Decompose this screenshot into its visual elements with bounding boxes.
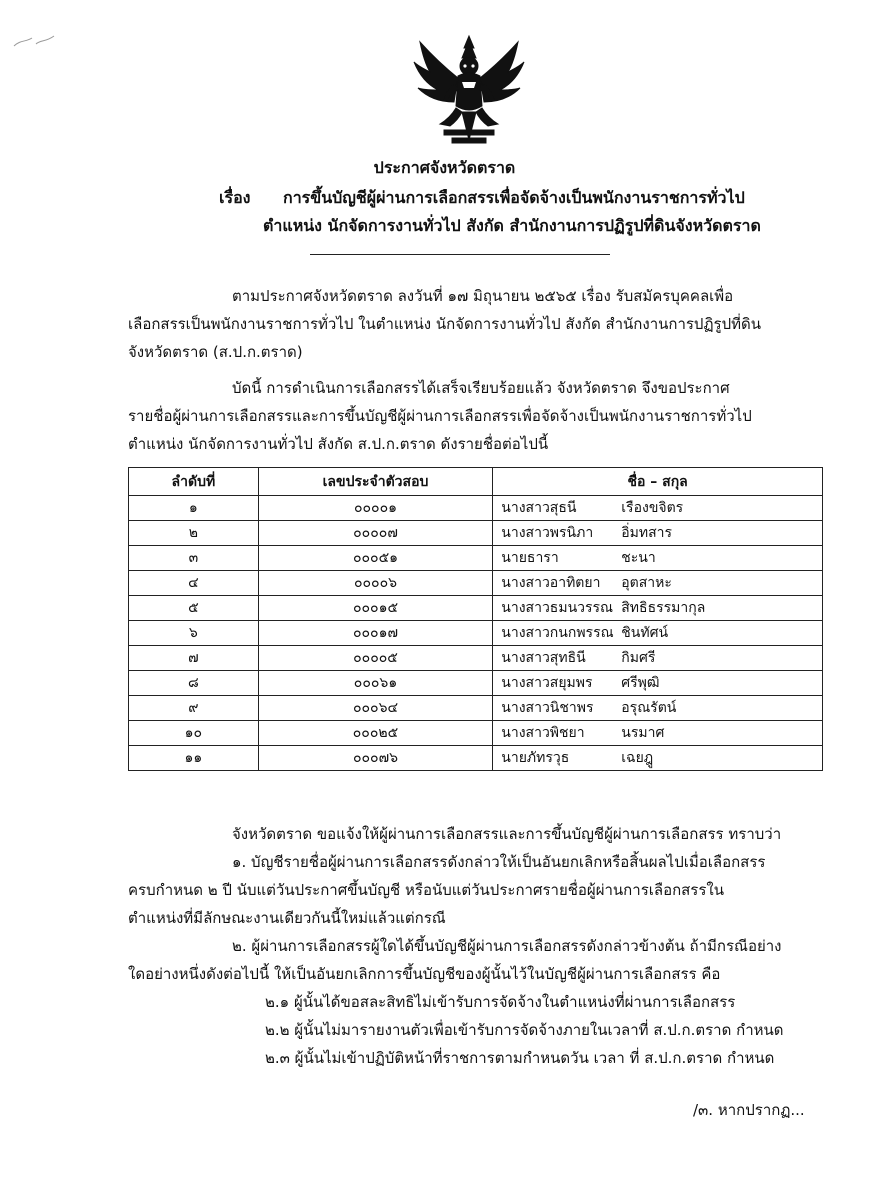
row-first-name: นางสาวนิชาพร bbox=[501, 700, 594, 716]
row-full-name bbox=[493, 721, 823, 746]
row-first-name: นายภัทรวุธ bbox=[501, 750, 570, 766]
row-full-name bbox=[493, 571, 823, 596]
table-row bbox=[129, 496, 823, 521]
paragraph-1-line-2: เลือกสรรเป็นพนักงานราชการทั่วไป ในตำแหน่ง นักจัดการงานทั่วไป สังกัด สำนักงานการปฏิรูปที่ดิน bbox=[128, 315, 761, 333]
table-row bbox=[129, 596, 823, 621]
row-full-name bbox=[493, 746, 823, 771]
subject-line-2: ตำแหน่ง นักจัดการงานทั่วไป สังกัด สำนักงานการปฏิรูปที่ดินจังหวัดตราด bbox=[263, 216, 761, 235]
selected-candidates-table bbox=[128, 467, 823, 771]
table-row bbox=[129, 571, 823, 596]
row-exam-id: ๐๐๐๒๕ bbox=[258, 721, 493, 746]
table-row bbox=[129, 671, 823, 696]
row-first-name: นางสาวพิชยา bbox=[501, 725, 585, 741]
row-order-number: ๗ bbox=[129, 646, 259, 671]
row-last-name: ชะนา bbox=[621, 550, 656, 566]
row-exam-id: ๐๐๐๐๗ bbox=[258, 521, 493, 546]
row-exam-id: ๐๐๐๗๖ bbox=[258, 746, 493, 771]
row-first-name: นางสาวสุทธินี bbox=[501, 650, 586, 666]
row-last-name: ศรีพุฒิ bbox=[621, 675, 660, 691]
column-header-exam-id: เลขประจำตัวสอบ bbox=[258, 468, 493, 496]
table-row bbox=[129, 746, 823, 771]
paragraph-2-line-3: ตำแหน่ง นักจัดการงานทั่วไป สังกัด ส.ป.ก.ตราด ดังรายชื่อต่อไปนี้ bbox=[128, 435, 549, 453]
table-row bbox=[129, 546, 823, 571]
paragraph-1-line-3: จังหวัดตราด (ส.ป.ก.ตราด) bbox=[128, 343, 303, 361]
row-exam-id: ๐๐๐๐๖ bbox=[258, 571, 493, 596]
row-last-name: กิมศรี bbox=[621, 650, 656, 666]
row-order-number: ๓ bbox=[129, 546, 259, 571]
paragraph-3: จังหวัดตราด ขอแจ้งให้ผู้ผ่านการเลือกสรรและการขึ้นบัญชีผู้ผ่านการเลือกสรร ทราบว่า bbox=[232, 825, 782, 843]
column-header-name: ชื่อ – สกุล bbox=[493, 468, 823, 496]
subject-label: เรื่อง bbox=[219, 188, 251, 207]
row-last-name: นรมาศ bbox=[621, 725, 665, 741]
row-last-name: อิ่มทสาร bbox=[621, 525, 673, 541]
garuda-emblem-icon bbox=[410, 32, 528, 148]
paragraph-1-line-1: ตามประกาศจังหวัดตราด ลงวันที่ ๑๗ มิถุนายน ๒๕๖๕ เรื่อง รับสมัครบุคคลเพื่อ bbox=[232, 287, 734, 305]
table-row bbox=[129, 721, 823, 746]
row-full-name bbox=[493, 696, 823, 721]
row-first-name: นางสาวอาทิตยา bbox=[501, 575, 601, 591]
row-order-number: ๔ bbox=[129, 571, 259, 596]
row-last-name: เรืองขจิตร bbox=[621, 500, 684, 516]
continuation-note: /๓. หากปรากฏ... bbox=[693, 1101, 805, 1119]
announcement-title: ประกาศจังหวัดตราด bbox=[373, 158, 516, 177]
row-last-name: สิทธิธรรมากุล bbox=[621, 600, 706, 616]
row-exam-id: ๐๐๐๖๔ bbox=[258, 696, 493, 721]
subitem-2-1: ๒.๑ ผู้นั้นได้ขอสละสิทธิไม่เข้ารับการจัดจ้างในตำแหน่งที่ผ่านการเลือกสรร bbox=[265, 993, 736, 1011]
row-order-number: ๑๐ bbox=[129, 721, 259, 746]
row-full-name bbox=[493, 496, 823, 521]
row-full-name bbox=[493, 596, 823, 621]
row-last-name: อรุณรัตน์ bbox=[621, 700, 677, 716]
row-full-name bbox=[493, 621, 823, 646]
row-exam-id: ๐๐๐๑๗ bbox=[258, 621, 493, 646]
row-last-name: ชินทัศน์ bbox=[621, 625, 669, 641]
title-divider bbox=[310, 254, 610, 255]
row-exam-id: ๐๐๐๑๕ bbox=[258, 596, 493, 621]
row-first-name: นางสาวกนกพรรณ bbox=[501, 625, 614, 641]
row-exam-id: ๐๐๐๐๕ bbox=[258, 646, 493, 671]
row-exam-id: ๐๐๐๐๑ bbox=[258, 496, 493, 521]
row-full-name bbox=[493, 546, 823, 571]
row-order-number: ๑๑ bbox=[129, 746, 259, 771]
row-order-number: ๖ bbox=[129, 621, 259, 646]
row-exam-id: ๐๐๐๕๑ bbox=[258, 546, 493, 571]
row-last-name: อุตสาหะ bbox=[621, 575, 672, 591]
table-row bbox=[129, 621, 823, 646]
row-last-name: เฉยฎู bbox=[621, 750, 654, 766]
table-row bbox=[129, 696, 823, 721]
row-order-number: ๒ bbox=[129, 521, 259, 546]
subitem-2-3: ๒.๓ ผู้นั้นไม่เข้าปฏิบัติหน้าที่ราชการตามกำหนดวัน เวลา ที่ ส.ป.ก.ตราด กำหนด bbox=[265, 1049, 775, 1067]
row-first-name: นางสาวสยุมพร bbox=[501, 675, 593, 691]
row-order-number: ๕ bbox=[129, 596, 259, 621]
subject-line-1: การขึ้นบัญชีผู้ผ่านการเลือกสรรเพื่อจัดจ้างเป็นพนักงานราชการทั่วไป bbox=[283, 188, 745, 207]
row-full-name bbox=[493, 521, 823, 546]
item-1-line-1: ๑. บัญชีรายชื่อผู้ผ่านการเลือกสรรดังกล่าวให้เป็นอันยกเลิกหรือสิ้นผลไปเมื่อเลือกสรร bbox=[232, 853, 766, 871]
row-order-number: ๘ bbox=[129, 671, 259, 696]
column-header-order: ลำดับที่ bbox=[129, 468, 259, 496]
item-2-line-1: ๒. ผู้ผ่านการเลือกสรรผู้ใดได้ขึ้นบัญชีผู้ผ่านการเลือกสรรดังกล่าวข้างต้น ถ้ามีกรณีอย่าง bbox=[232, 937, 782, 955]
row-order-number: ๑ bbox=[129, 496, 259, 521]
row-first-name: นางสาวธมนวรรณ bbox=[501, 600, 614, 616]
table-header-row bbox=[129, 468, 823, 496]
row-first-name: นางสาวสุธนี bbox=[501, 500, 577, 516]
item-2-line-2: ใดอย่างหนึ่งดังต่อไปนี้ ให้เป็นอันยกเลิกการขึ้นบัญชีของผู้นั้นไว้ในบัญชีผู้ผ่านการเลือกสรร คือ bbox=[128, 965, 721, 983]
table-row bbox=[129, 521, 823, 546]
item-1-line-2: ครบกำหนด ๒ ปี นับแต่วันประกาศขึ้นบัญชี หรือนับแต่วันประกาศรายชื่อผู้ผ่านการเลือกสรรใน bbox=[128, 881, 725, 899]
paragraph-2-line-1: บัดนี้ การดำเนินการเลือกสรรได้เสร็จเรียบร้อยแล้ว จังหวัดตราด จึงขอประกาศ bbox=[232, 379, 730, 397]
item-1-line-3: ตำแหน่งที่มีลักษณะงานเดียวกันนี้ใหม่แล้วแต่กรณี bbox=[128, 909, 446, 927]
paragraph-2-line-2: รายชื่อผู้ผ่านการเลือกสรรและการขึ้นบัญชีผู้ผ่านการเลือกสรรเพื่อจัดจ้างเป็นพนักงานราชการทั่วไป bbox=[128, 407, 752, 425]
subitem-2-2: ๒.๒ ผู้นั้นไม่มารายงานตัวเพื่อเข้ารับการจัดจ้างภายในเวลาที่ ส.ป.ก.ตราด กำหนด bbox=[265, 1021, 784, 1039]
table-row bbox=[129, 646, 823, 671]
pencil-mark-icon bbox=[10, 30, 60, 54]
row-first-name: นางสาวพรนิภา bbox=[501, 525, 594, 541]
row-first-name: นายธารา bbox=[501, 550, 559, 566]
row-exam-id: ๐๐๐๖๑ bbox=[258, 671, 493, 696]
row-full-name bbox=[493, 646, 823, 671]
row-full-name bbox=[493, 671, 823, 696]
row-order-number: ๙ bbox=[129, 696, 259, 721]
